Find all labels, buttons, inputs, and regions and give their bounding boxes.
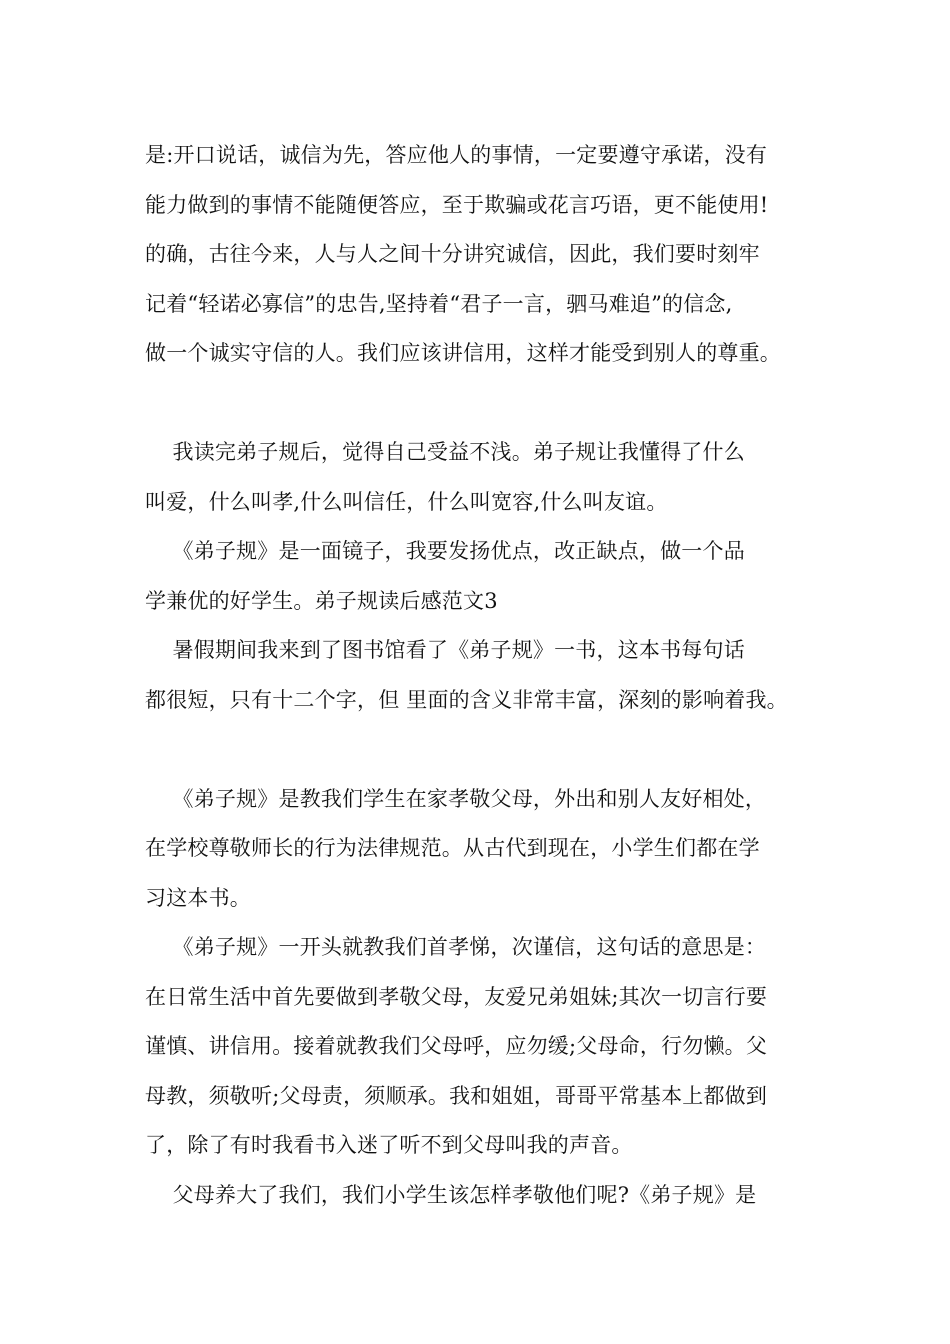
text-line: 父母养大了我们，我们小学生该怎样孝敬他们呢?《弟子规》是 [145, 1182, 757, 1207]
text-line: 是:开口说话，诚信为先，答应他人的事情，一定要遵守承诺，没有 [145, 143, 768, 167]
text-line: 学兼优的好学生。弟子规读后感范文3 [145, 588, 498, 613]
document-body [145, 131, 825, 1220]
text-line: 了，除了有时我看书入迷了听不到父母叫我的声音。 [145, 1133, 633, 1157]
text-line: 都很短，只有十二个字，但 里面的含义非常丰富，深刻的影响着我。 [145, 687, 788, 712]
paragraph-gap [145, 725, 825, 775]
text-line: 《弟子规》是教我们学生在家孝敬父母，外出和别人友好相处， [145, 786, 767, 811]
text-line: 谨慎、讲信用。接着就教我们父母呼，应勿缓;父母命，行勿懒。父 [145, 1034, 768, 1058]
text-line: 叫爱，什么叫孝,什么叫信任，什么叫宽容,什么叫友谊。 [145, 489, 668, 514]
text-line: 的确，古往今来，人与人之间十分讲究诚信，因此，我们要时刻牢 [145, 242, 760, 266]
text-line: 暑假期间我来到了图书馆看了《弟子规》一书，这本书每句话 [145, 638, 745, 662]
text-line: 《弟子规》是一面镜子，我要发扬优点，改正缺点，做一个品 [145, 539, 745, 563]
text-line: 母教，须敬听;父母责，须顺承。我和姐姐，哥哥平常基本上都做到 [145, 1083, 768, 1108]
text-line: 做一个诚实守信的人。我们应该讲信用，这样才能受到别人的尊重。 [145, 341, 781, 365]
text-line: 在日常生活中首先要做到孝敬父母，友爱兄弟姐妹;其次一切言行要 [145, 984, 768, 1009]
text-line: 我读完弟子规后，觉得自己受益不浅。弟子规让我懂得了什么 [145, 440, 745, 464]
text-line: 记着“轻诺必寡信”的忠告,坚持着“君子一言，驷马难追”的信念, [145, 291, 733, 316]
text-line: 《弟子规》一开头就教我们首孝悌，次谨信，这句话的意思是： [145, 935, 767, 959]
text-line: 能力做到的事情不能随便答应，至于欺骗或花言巧语，更不能使用! [145, 192, 769, 217]
paragraph-gap [145, 379, 825, 429]
text-line: 在学校尊敬师长的行为法律规范。从古代到现在，小学生们都在学 [145, 836, 760, 860]
text-line: 习这本书。 [145, 885, 251, 910]
